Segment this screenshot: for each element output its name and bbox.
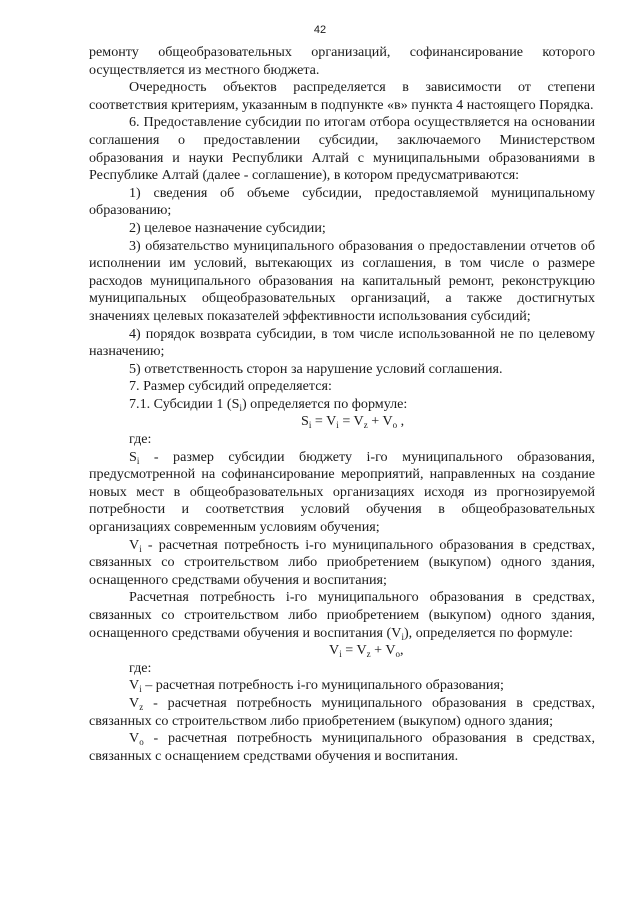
list-item: 4) порядок возврата субсидии, в том числе использованной не по целевому назначению; — [89, 325, 595, 360]
definition-vz: $V_z$ - расчетная потребность муниципального образования в средствах, связанных со строительством либо приобретением (выкупом) одного здания; — [89, 694, 595, 729]
definition-vo: $V_o$ - расчетная потребность муниципального образования в средствах, связанных с оснащением средствами обучения и воспитания. — [89, 730, 595, 764]
paragraph: ремонту общеобразовательных организаций, софинансирование которого осуществляется из местного бюджета. — [89, 44, 595, 78]
paragraph: 6. Предоставление субсидии по итогам отбора осуществляется на основании соглашения о предоставлении субсидии, заключаемого Министерством образования и науки Республики Алтай с муниципальными образованиями в Республике Алтай (далее - соглашение), в котором предусматриваются: — [89, 114, 595, 184]
formula-subsidy: $S_i = V_i = V_z + V_o$ , — [301, 413, 405, 431]
list-item: 5) ответственность сторон за нарушение условий соглашения. — [129, 360, 503, 377]
definition-s: $S_i$ - размер субсидии бюджету i-го муниципального образования, предусмотренной на софинансирование мероприятий, направленных на создание новых мест в общеобразовательных организациях исходя из прогнозируемой потребности и соответствия условий обучения в общеобразовательных организациях современным условиям обучения; — [89, 448, 595, 536]
paragraph-7-1: 7.1. Субсидии 1 $(S_i)$ определяется по формуле: — [129, 395, 408, 413]
formula-need: $V_i = V_z + V_o$, — [329, 642, 404, 660]
list-item: 1) сведения об объеме субсидии, предоставляемой муниципальному образованию; — [89, 184, 595, 219]
paragraph: Очередность объектов распределяется в зависимости от степени соответствия критериям, указанным в подпункте «в» пункта 4 настоящего Порядка. — [89, 79, 595, 113]
where-label: где: — [129, 431, 152, 448]
list-item: 2) целевое назначение субсидии; — [129, 219, 326, 236]
document-body — [89, 44, 595, 765]
where-label: где: — [129, 659, 152, 676]
list-item: 3) обязательство муниципального образования о предоставлении отчетов об исполнении им условий, вытекающих из соглашения, в том числе о размере расходов муниципального образования на капитальный ремонт, реконструкцию муниципальных общеобразовательных организаций, а также достигнутых значениях целевых показателей эффективности использования субсидий; — [89, 237, 595, 324]
definition-vi: $V_i$ – расчетная потребность i-го муниципального образования; — [129, 677, 504, 695]
paragraph-calc: Расчетная потребность i-го муниципального образования в средствах, связанных со строительством либо приобретением (выкупом) одного здания, оснащенного средствами обучения и воспитания $(V_i)$, определяется по формуле: — [89, 589, 595, 642]
definition-v: $V_i$ - расчетная потребность i-го муниципального образования в средствах, связанных со строительством либо приобретением (выкупом) одного здания, оснащенного средствами обучения и воспитания; — [89, 536, 595, 588]
paragraph: 7. Размер субсидий определяется: — [129, 378, 332, 395]
page-number: 42 — [313, 24, 327, 36]
